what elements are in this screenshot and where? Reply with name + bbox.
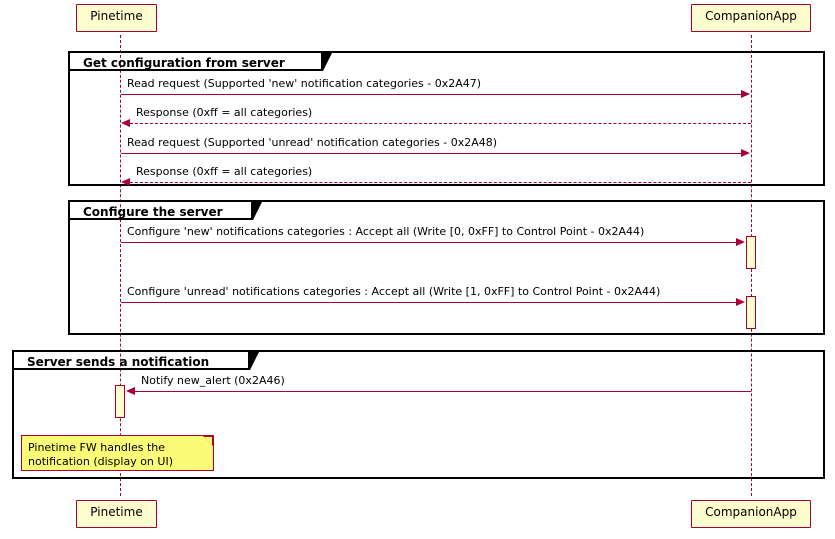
message-label-read-request-new-categories: Read request (Supported 'new' notification categories - 0x2A47) xyxy=(127,77,482,90)
participant-label: Pinetime xyxy=(90,9,143,23)
message-arrow-configure-new-categories xyxy=(121,242,737,243)
group-label-2: Configure the server xyxy=(83,205,223,219)
participant-label: CompanionApp xyxy=(705,9,797,23)
note-line-2: notification (display on UI) xyxy=(28,455,173,468)
group-tab-slant-1 xyxy=(323,51,333,71)
message-label-read-request-unread-categories: Read request (Supported 'unread' notification categories - 0x2A48) xyxy=(127,136,498,149)
participant-pinetime-bottom[interactable] xyxy=(76,500,157,528)
participant-pinetime-top[interactable] xyxy=(76,4,157,32)
arrow-head-icon xyxy=(126,387,135,395)
message-arrow-configure-unread-categories xyxy=(121,302,737,303)
message-label-response-new-categories: Response (0xff = all categories) xyxy=(136,106,313,119)
arrow-head-icon xyxy=(741,149,750,157)
participant-companionapp-top[interactable] xyxy=(691,4,811,32)
group-tab-slant-2 xyxy=(253,200,263,220)
message-arrow-response-unread-categories xyxy=(130,182,751,183)
message-label-configure-new-categories: Configure 'new' notifications categories : Accept all (Write [0, 0xFF] to Control Point - 0x2A44) xyxy=(127,225,645,238)
participant-label: Pinetime xyxy=(90,505,143,519)
group-configure-the-server xyxy=(68,200,825,335)
message-arrow-notify-new-alert xyxy=(135,391,751,392)
participant-label: CompanionApp xyxy=(705,505,797,519)
arrow-head-icon xyxy=(741,90,750,98)
group-label-3: Server sends a notification xyxy=(27,355,210,369)
message-arrow-read-request-unread-categories xyxy=(121,153,742,154)
arrow-head-icon xyxy=(736,238,745,246)
group-label-1: Get configuration from server xyxy=(83,56,285,70)
message-label-notify-new-alert: Notify new_alert (0x2A46) xyxy=(141,374,285,387)
message-arrow-read-request-new-categories xyxy=(121,94,742,95)
arrow-head-icon xyxy=(736,298,745,306)
activation-bar-pinetime-1 xyxy=(115,385,125,418)
arrow-head-icon xyxy=(121,119,130,127)
message-arrow-response-new-categories xyxy=(130,123,751,124)
pinetime-firmware-note xyxy=(21,435,214,471)
note-fold-inner-icon xyxy=(204,437,212,445)
activation-bar-companionapp-2 xyxy=(746,296,756,329)
message-label-configure-unread-categories: Configure 'unread' notifications categories : Accept all (Write [1, 0xFF] to Control Point - 0x2A44) xyxy=(127,285,661,298)
participant-companionapp-bottom[interactable] xyxy=(691,500,811,528)
note-line-1: Pinetime FW handles the xyxy=(28,441,166,454)
activation-bar-companionapp-1 xyxy=(746,236,756,269)
arrow-head-icon xyxy=(121,178,130,186)
group-tab-slant-3 xyxy=(250,350,260,370)
message-label-response-unread-categories: Response (0xff = all categories) xyxy=(136,165,313,178)
